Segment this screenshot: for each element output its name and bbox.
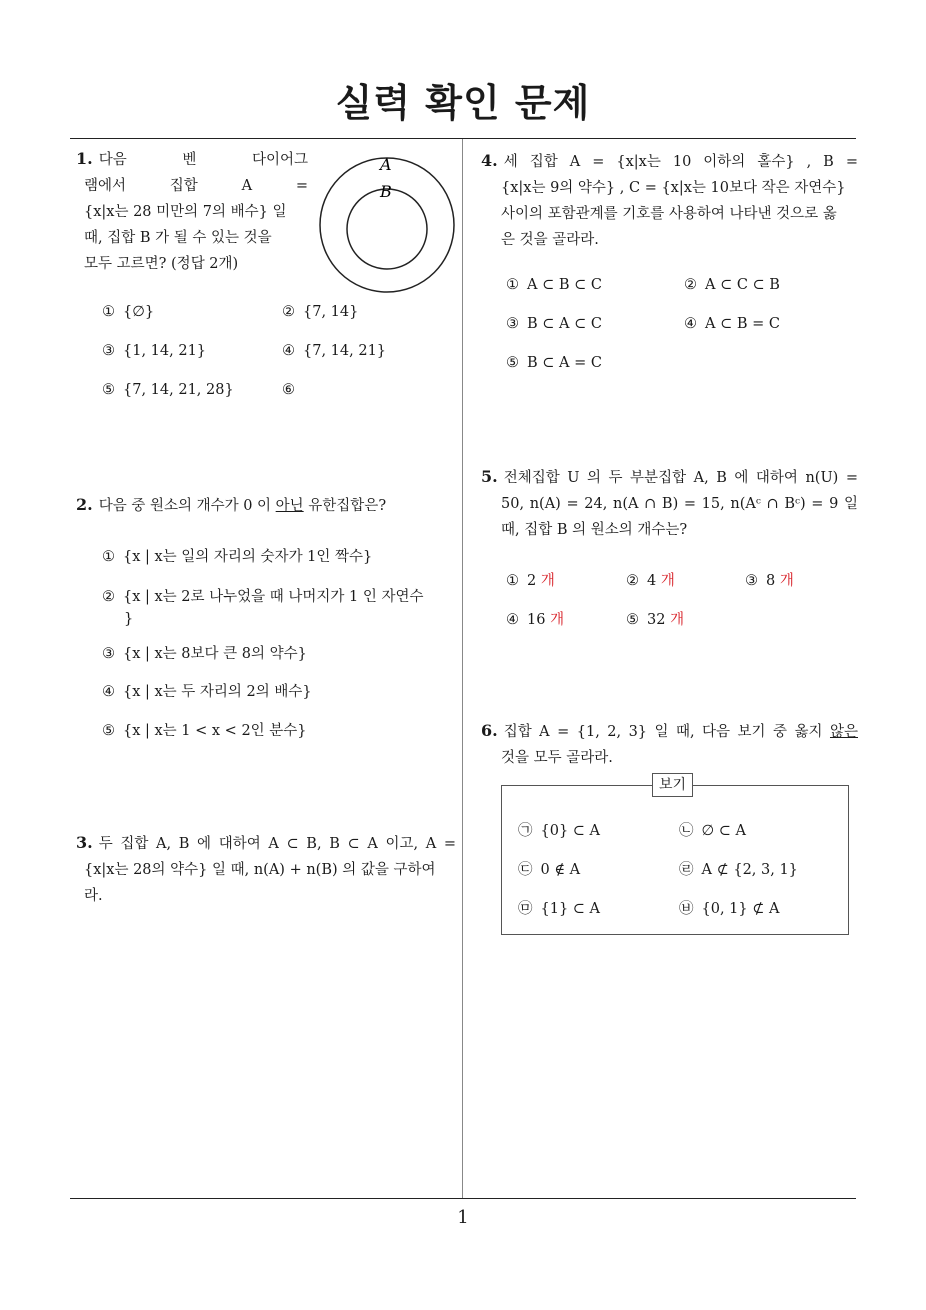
q5-line-1: 50, n(A) = 24, n(A ∩ B) = 15, n(Aᶜ ∩ Bᶜ) = 9 일 — [501, 496, 858, 512]
choice-number: ③ — [102, 646, 115, 662]
q1-line-0 — [76, 146, 308, 173]
q1-line-2: {x|x는 28 미만의 7의 배수} 일 — [84, 204, 287, 220]
q2-underlined-word: 아닌 — [275, 498, 304, 514]
venn-diagram — [318, 150, 464, 296]
bogi-item-marker: ㉢ — [518, 862, 533, 878]
bogi-item[interactable] — [518, 897, 600, 918]
choice-item[interactable] — [102, 343, 206, 359]
choice-value: 8 — [766, 573, 776, 589]
choice-value: 32 — [647, 612, 666, 628]
choice-text: {x | x는 8보다 큰 8의 약수} — [123, 646, 307, 662]
question-4 — [481, 148, 858, 253]
question-3 — [76, 830, 456, 909]
bogi-item[interactable] — [679, 897, 779, 918]
bogi-label: 보기 — [652, 773, 693, 797]
question-number: 6. — [481, 721, 498, 740]
bogi-item-marker: ㉠ — [518, 823, 533, 839]
choice-number: ⑤ — [102, 382, 115, 398]
choice-item[interactable] — [684, 316, 780, 332]
choice-number: ③ — [506, 316, 519, 332]
choice-unit: 개 — [550, 612, 565, 628]
q6-underlined-word: 않은 — [829, 724, 858, 740]
choice-number: ② — [684, 277, 697, 293]
choice-text: B ⊂ A ⊂ C — [527, 316, 602, 332]
choice-unit: 개 — [660, 573, 675, 589]
choice-item[interactable] — [102, 719, 307, 740]
choice-text: A ⊂ C ⊂ B — [705, 277, 780, 293]
choice-item[interactable] — [684, 277, 780, 293]
question-number: 2. — [76, 495, 93, 514]
choice-text: B ⊂ A = C — [527, 355, 602, 371]
venn-label-a: A — [380, 155, 392, 174]
question-number: 3. — [76, 833, 93, 852]
header-rule — [70, 138, 856, 139]
bogi-item-text: {1} ⊂ A — [540, 901, 601, 917]
q1-text: 다음 벤 다이어그 — [98, 152, 308, 168]
q3-line-1: {x|x는 28의 약수} 일 때, n(A) + n(B) 의 값을 구하여 — [84, 862, 436, 878]
q1-line-4: 모두 고르면? (정답 2개) — [84, 256, 239, 272]
question-number: 1. — [76, 149, 93, 168]
choice-text: A ⊂ B = C — [705, 316, 780, 332]
choice-number: ⑤ — [626, 612, 639, 628]
choice-number: ② — [282, 304, 295, 320]
choice-item[interactable] — [282, 304, 358, 320]
choice-item[interactable] — [102, 680, 312, 701]
bogi-item-marker: ㉤ — [518, 901, 533, 917]
q5-line-0 — [481, 464, 858, 491]
q6-text: 집합 A = {1, 2, 3} 일 때, 다음 보기 중 옳지 — [503, 724, 830, 740]
bogi-item-text: {0, 1} ⊄ A — [701, 901, 780, 917]
q3-line-0 — [76, 830, 456, 857]
choice-number: ④ — [282, 343, 295, 359]
choice-text: {x | x는 두 자리의 2의 배수} — [123, 684, 312, 700]
bogi-item[interactable] — [518, 858, 580, 879]
q3-text: 두 집합 A, B 에 대하여 A ⊂ B, B ⊂ A 이고, A = — [98, 836, 456, 852]
choice-unit: 개 — [779, 573, 794, 589]
choice-text: } — [124, 611, 134, 627]
choice-text: {x | x는 2로 나누었을 때 나머지가 1 인 자연수 — [123, 589, 424, 605]
question-number: 5. — [481, 467, 498, 486]
question-1 — [76, 146, 308, 277]
choice-item[interactable] — [506, 569, 555, 590]
bogi-item[interactable] — [679, 858, 798, 879]
bogi-item-text: 0 ∉ A — [540, 862, 581, 878]
choice-number: ③ — [745, 573, 758, 589]
choice-value: 4 — [647, 573, 657, 589]
choice-item[interactable] — [626, 569, 675, 590]
q6-line-0 — [481, 718, 858, 745]
choice-text: {∅} — [123, 304, 155, 320]
choice-item[interactable] — [506, 608, 564, 629]
venn-inner-circle — [347, 189, 427, 269]
bogi-item-marker: ㉥ — [679, 901, 694, 917]
choice-item[interactable] — [102, 545, 372, 566]
question-number: 4. — [481, 151, 498, 170]
column-divider — [462, 139, 463, 1198]
choice-value: 2 — [527, 573, 537, 589]
question-2 — [76, 492, 456, 519]
choice-item[interactable] — [506, 277, 602, 293]
q4-line-0 — [481, 148, 858, 175]
q5-text: 전체집합 U 의 두 부분집합 A, B 에 대하여 n(U) = — [503, 470, 858, 486]
question-6 — [481, 718, 858, 771]
q1-line-3: 때, 집합 B 가 될 수 있는 것을 — [84, 230, 272, 246]
choice-item-continued — [124, 611, 133, 627]
choice-number: ⑥ — [282, 382, 295, 398]
footer-rule — [70, 1198, 856, 1199]
choice-text: {7, 14, 21} — [303, 343, 387, 359]
bogi-item-text: ∅ ⊂ A — [701, 823, 746, 839]
choice-item[interactable] — [506, 316, 602, 332]
choice-number: ④ — [684, 316, 697, 332]
choice-number: ① — [506, 277, 519, 293]
venn-label-b: B — [380, 182, 392, 201]
choice-text: {1, 14, 21} — [123, 343, 207, 359]
choice-number: ① — [102, 549, 115, 565]
q4-line-1: {x|x는 9의 약수} , C = {x|x는 10보다 작은 자연수} — [501, 180, 846, 196]
page-number: 1 — [457, 1207, 469, 1228]
q1-line-1: 램에서 집합 A = — [84, 178, 308, 194]
choice-number: ⑤ — [506, 355, 519, 371]
choice-text: {x | x는 1 < x < 2인 분수} — [123, 723, 307, 739]
choice-number: ① — [506, 573, 519, 589]
q2-text: 다음 중 원소의 개수가 0 이 — [98, 498, 276, 514]
choice-item[interactable] — [102, 585, 424, 606]
q6-line-1: 것을 모두 골라라. — [501, 750, 613, 766]
q4-text: 세 집합 A = {x|x는 10 이하의 홀수} , B = — [503, 154, 858, 170]
choice-item[interactable] — [506, 355, 602, 371]
choice-number: ⑤ — [102, 723, 115, 739]
choice-text: {x | x는 일의 자리의 숫자가 1인 짝수} — [123, 549, 373, 565]
choice-item[interactable] — [282, 343, 386, 359]
q4-line-3: 은 것을 골라라. — [501, 232, 599, 248]
choice-number: ② — [626, 573, 639, 589]
choice-number: ③ — [102, 343, 115, 359]
choice-number: ① — [102, 304, 115, 320]
choice-text: A ⊂ B ⊂ C — [527, 277, 602, 293]
choice-text: {7, 14} — [303, 304, 359, 320]
choice-item[interactable] — [102, 304, 154, 320]
bogi-item[interactable] — [518, 819, 600, 840]
choice-item[interactable] — [626, 608, 684, 629]
choice-item[interactable] — [282, 382, 303, 398]
choice-number: ② — [102, 589, 115, 605]
choice-unit: 개 — [670, 612, 685, 628]
page-title: 실력 확인 문제 — [335, 81, 591, 125]
choice-unit: 개 — [540, 573, 555, 589]
q2-text-end: 유한집합은? — [303, 498, 387, 514]
venn-outer-circle — [320, 158, 454, 292]
choice-item[interactable] — [102, 382, 234, 398]
choice-text: {7, 14, 21, 28} — [123, 382, 234, 398]
q5-line-2: 때, 집합 B 의 원소의 개수는? — [501, 522, 688, 538]
q3-line-2: 라. — [84, 888, 103, 904]
bogi-item-text: {0} ⊂ A — [540, 823, 601, 839]
choice-number: ④ — [506, 612, 519, 628]
choice-item[interactable] — [745, 569, 794, 590]
bogi-item[interactable] — [679, 819, 746, 840]
choice-item[interactable] — [102, 642, 307, 663]
bogi-item-marker: ㉡ — [679, 823, 694, 839]
q4-line-2: 사이의 포함관계를 기호를 사용하여 나타낸 것으로 옳 — [501, 206, 837, 222]
bogi-item-marker: ㉣ — [679, 862, 694, 878]
choice-value: 16 — [527, 612, 546, 628]
bogi-item-text: A ⊄ {2, 3, 1} — [701, 862, 798, 878]
choice-number: ④ — [102, 684, 115, 700]
question-5 — [481, 464, 858, 543]
